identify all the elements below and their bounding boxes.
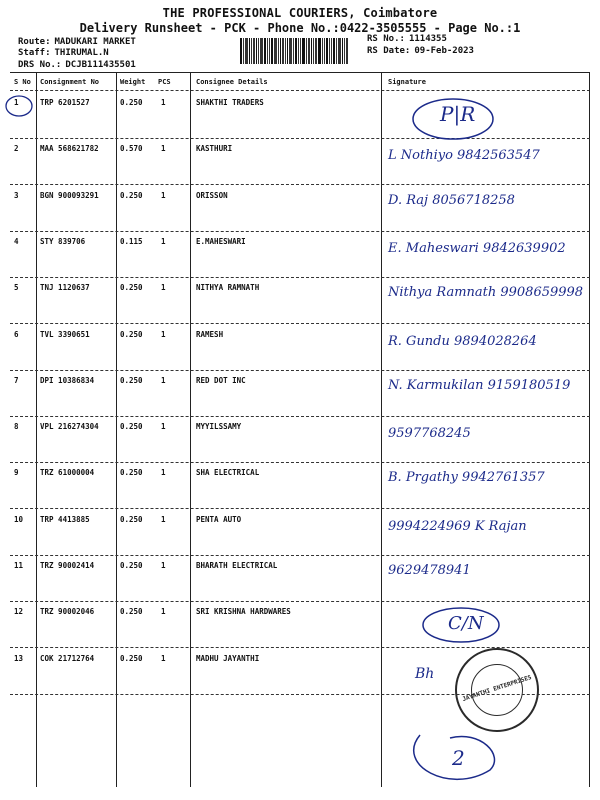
col-consignee: Consignee Details <box>196 78 268 86</box>
row-pcs: 1 <box>161 561 166 570</box>
row-consignee: MADHU JAYANTHI <box>196 653 260 663</box>
row-signature: E. Maheswari 9842639902 <box>388 240 566 256</box>
row-consignee: E.MAHESWARI <box>196 236 246 246</box>
row-weight: 0.250 <box>120 561 143 570</box>
row-consignment-no: BGN 900093291 <box>40 190 99 200</box>
row-pcs: 1 <box>161 98 166 107</box>
col-sno: S No <box>14 78 31 86</box>
row-weight: 0.570 <box>120 144 143 154</box>
row-consignment-no: TRZ 61000004 <box>40 468 95 478</box>
pr-circle-mark <box>413 99 493 139</box>
row-weight: 0.250 <box>120 98 143 107</box>
row-signature: Bh <box>415 665 435 682</box>
row-consignment-no: TRP 4413885 <box>40 514 90 524</box>
row-weight: 0.250 <box>120 514 143 524</box>
row-sno: 10 <box>14 514 24 524</box>
col-weight: Weight <box>120 78 146 86</box>
row-sno: 3 <box>14 190 19 200</box>
row-sno: 2 <box>14 144 19 154</box>
row-pcs: 1 <box>161 468 166 478</box>
row-consignment-no: STY 839706 <box>40 236 86 246</box>
row-signature: N. Karmukilan 9159180519 <box>388 377 571 393</box>
row-consignment-no: COK 21712764 <box>40 653 95 663</box>
row-consignment-no: VPL 216274304 <box>40 422 99 432</box>
row-pcs: 1 <box>161 375 166 385</box>
row-consignment-no: DPI 10386834 <box>40 375 95 385</box>
row-signature: D. Raj 8056718258 <box>388 192 515 208</box>
row-weight: 0.250 <box>120 468 143 478</box>
row-consignee: SHA ELECTRICAL <box>196 468 260 478</box>
route-label: Route: <box>18 37 51 47</box>
rs-date-value: 09-Feb-2023 <box>414 46 474 56</box>
rs-no-value: 1114355 <box>408 34 447 44</box>
row-consignee: SHAKTHI TRADERS <box>196 98 264 107</box>
stamp-text: JAYANTHI ENTERPRISES <box>461 674 533 703</box>
row-consignee: PENTA AUTO <box>196 514 242 524</box>
row-weight: 0.250 <box>120 653 143 663</box>
rs-no-label: RS No.: <box>367 34 405 44</box>
row-signature: Nithya Ramnath 9908659998 <box>388 285 584 301</box>
row-signature: R. Gundu 9894028264 <box>388 333 537 349</box>
row-signature: C/N <box>448 613 484 635</box>
row-pcs: 1 <box>161 514 166 524</box>
row-pcs: 1 <box>161 653 166 663</box>
row-consignee: MYYILSSAMY <box>196 422 242 432</box>
row-consignment-no: MAA 568621782 <box>40 144 99 154</box>
row-signature: L Nothiyo 9842563547 <box>388 148 540 164</box>
row-signature: P|R <box>440 102 476 126</box>
page-title: THE PROFESSIONAL COURIERS, Coimbatore <box>162 6 438 20</box>
row-signature: B. Prgathy 9942761357 <box>388 470 545 486</box>
row-pcs: 1 <box>161 144 166 154</box>
row-consignee: ORISSON <box>196 190 228 200</box>
row-consignee: NITHYA RAMNATH <box>196 283 260 293</box>
sno-circle-mark <box>6 96 32 116</box>
col-consignment: Consignment No <box>40 78 100 86</box>
row-consignee: RED DOT INC <box>196 375 246 385</box>
row-weight: 0.250 <box>120 283 143 293</box>
row-weight: 0.250 <box>120 329 143 339</box>
row-sno: 7 <box>14 375 19 385</box>
row-sno: 1 <box>14 98 19 107</box>
page-subtitle: Delivery Runsheet - PCK - Phone No.:0422-3505555 - Page No.:1 <box>79 21 521 35</box>
row-pcs: 1 <box>161 190 166 200</box>
row-sno: 13 <box>14 653 24 663</box>
row-sno: 8 <box>14 422 19 432</box>
row-sno: 12 <box>14 607 24 617</box>
row-signature: 9597768245 <box>388 426 471 442</box>
row-sno: 6 <box>14 329 19 339</box>
row-pcs: 1 <box>161 236 166 246</box>
drs-value: DCJB111435501 <box>65 60 136 70</box>
row-consignee: RAMESH <box>196 329 224 339</box>
row-weight: 0.250 <box>120 422 143 432</box>
row-weight: 0.250 <box>120 607 143 617</box>
row-signature: 9629478941 <box>388 563 471 578</box>
company-stamp <box>455 648 539 732</box>
row-consignment-no: TVL 3390651 <box>40 329 90 339</box>
cn-circle-mark <box>423 608 499 642</box>
row-sno: 4 <box>14 236 19 246</box>
row-weight: 0.250 <box>120 190 143 200</box>
row-signature: 9994224969 K Rajan <box>388 518 527 534</box>
row-sno: 9 <box>14 468 19 478</box>
staff-label: Staff: <box>18 48 51 58</box>
row-consignment-no: TRZ 90002046 <box>40 607 95 617</box>
row-pcs: 1 <box>161 422 166 432</box>
rs-date-label: RS Date: <box>367 46 411 56</box>
row-consignment-no: TNJ 1120637 <box>40 283 90 293</box>
row-sno: 5 <box>14 283 19 293</box>
route-value: MADUKARI MARKET <box>54 37 136 47</box>
row-consignee: BHARATH ELECTRICAL <box>196 561 278 570</box>
row-pcs: 1 <box>161 283 166 293</box>
row-weight: 0.115 <box>120 236 143 246</box>
row-consignee: KASTHURI <box>196 144 233 154</box>
row-pcs: 1 <box>161 329 166 339</box>
col-signature: Signature <box>388 78 426 86</box>
staff-value: THIRUMAL.N <box>54 48 109 58</box>
row-weight: 0.250 <box>120 375 143 385</box>
row-consignment-no: TRP 6201527 <box>40 98 90 107</box>
row-consignment-no: TRZ 90002414 <box>40 561 95 570</box>
row-sno: 11 <box>14 561 24 570</box>
row-consignee: SRI KRISHNA HARDWARES <box>196 607 291 617</box>
col-pcs: PCS <box>158 78 171 86</box>
drs-label: DRS No.: <box>18 60 62 70</box>
row-pcs: 1 <box>161 607 166 617</box>
footer-mark: 2 <box>452 746 465 770</box>
